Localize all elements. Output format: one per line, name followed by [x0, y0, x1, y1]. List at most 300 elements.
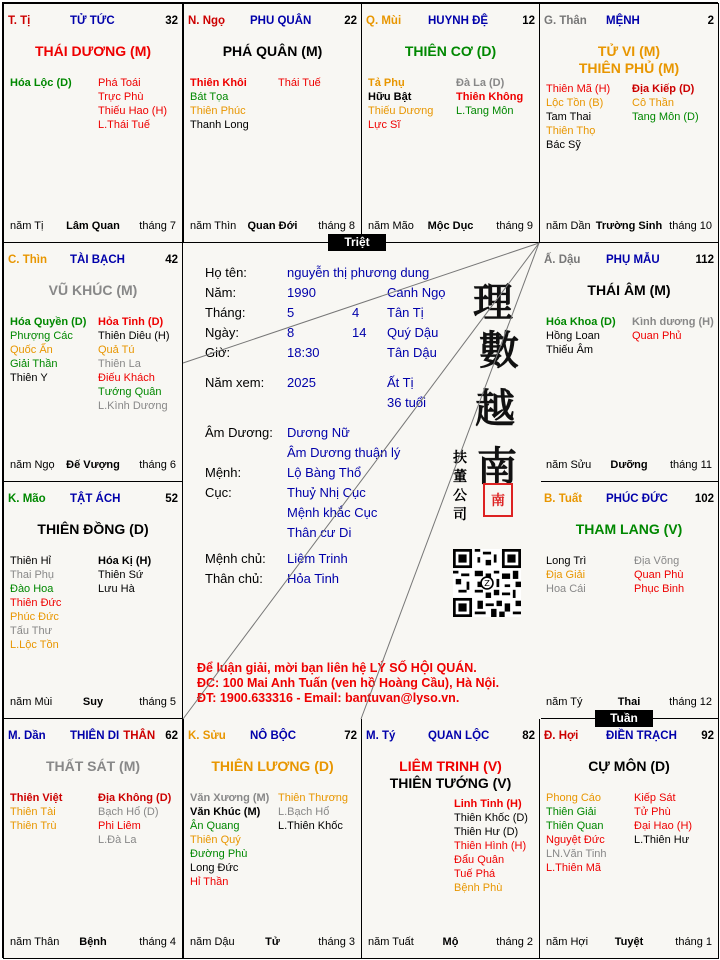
palace-name: [70, 493, 120, 505]
than-chu-label: Thân chủ:: [205, 571, 263, 586]
palace-footer: [10, 696, 176, 710]
palace-phase: Mộ: [442, 936, 459, 948]
palace-month: tháng 2: [496, 936, 533, 948]
palace-month: tháng 3: [318, 936, 355, 948]
palace-mui[interactable]: [361, 3, 540, 243]
star-item: Hữu Bật: [368, 91, 412, 103]
star-item: Tử Phù: [634, 806, 671, 818]
logo-char-4: 南: [477, 443, 517, 490]
star-item: Bác Sỹ: [546, 139, 581, 151]
palace-position: T. Tị: [8, 15, 31, 27]
star-item: Thiếu Âm: [546, 344, 594, 356]
palace-position: Đ. Hợi: [544, 730, 579, 742]
star-item: Tấu Thư: [10, 625, 53, 637]
logo-small-4: 司: [453, 507, 467, 523]
major-star: THIÊN LƯƠNG (D): [211, 758, 334, 774]
palace-name-text: HUYNH ĐỆ: [428, 15, 489, 27]
star-item: Kình dương (H): [632, 316, 714, 328]
left-star-list: [10, 76, 72, 90]
logo-char-1: 理: [473, 279, 513, 326]
star-item: Thiếu Hao (H): [98, 105, 168, 117]
palace-phase: Quan Đới: [247, 220, 298, 232]
star-item: Thiên Hư (D): [454, 826, 519, 838]
star-item: Cô Thần: [632, 97, 674, 109]
nam-xem-value: 2025: [287, 375, 316, 390]
palace-position: K. Mão: [8, 493, 46, 505]
palace-name-text: PHU QUÂN: [250, 15, 312, 27]
palace-dan[interactable]: [3, 718, 183, 959]
right-star-list: [98, 315, 170, 413]
palace-year: năm Sửu: [546, 459, 592, 471]
logo-char-2: 數: [479, 327, 519, 374]
star-item: L.Kình Dương: [98, 400, 168, 412]
palace-footer: [546, 696, 712, 710]
palace-position: C. Thìn: [8, 254, 47, 266]
am-duong-value: Dương Nữ: [287, 425, 350, 440]
star-item: Đường Phù: [190, 848, 248, 860]
palace-number: 102: [694, 493, 714, 505]
left-star-list: [546, 82, 610, 152]
star-item: Thiên Khôi: [190, 77, 247, 89]
star-item: L.Đà La: [98, 834, 137, 846]
palace-name: [428, 15, 488, 27]
palace-name-text: TẬT ÁCH: [70, 493, 121, 505]
star-item: Văn Khúc (M): [190, 806, 261, 818]
major-star: THÁI DƯƠNG (M): [34, 43, 152, 59]
palace-header: [8, 493, 178, 507]
star-item: Phá Toái: [98, 77, 141, 89]
contact-block: [197, 661, 499, 706]
star-item: Đào Hoa: [10, 583, 54, 595]
star-item: Phi Liêm: [98, 820, 141, 832]
star-item: L.Lộc Tồn: [10, 639, 59, 651]
contact-line-2: ĐC: 100 Mai Anh Tuấn (ven hồ Hoàng Cầu), Hà Nội.: [197, 676, 500, 690]
palace-phase: Trường Sinh: [595, 220, 663, 232]
star-item: Phục Binh: [634, 583, 685, 595]
triet-tag: Triệt: [328, 234, 386, 251]
palace-year: năm Mùi: [10, 696, 53, 708]
major-star: CỰ MÔN (D): [588, 758, 670, 774]
palace-name-text: PHÚC ĐỨC: [606, 493, 668, 505]
right-star-list: [634, 554, 684, 596]
am-duong-label: Âm Dương:: [205, 425, 273, 440]
star-item: Thiên Quý: [190, 834, 241, 846]
star-item: Lưu Hà: [98, 583, 135, 595]
palace-name: [70, 254, 125, 266]
palace-year: năm Mão: [368, 220, 414, 232]
star-item: Hỏa Tinh (D): [98, 316, 164, 328]
palace-year: năm Thân: [10, 936, 60, 948]
palace-number: 2: [707, 15, 714, 27]
star-item: Tướng Quân: [98, 386, 162, 398]
star-item: Thiên Đức: [10, 597, 62, 609]
palace-header: [188, 730, 357, 744]
palace-header: [8, 254, 178, 268]
palace-year: năm Ngọ: [10, 459, 55, 471]
star-item: Linh Tinh (H): [454, 798, 522, 810]
star-item: Lộc Tồn (B): [546, 97, 604, 109]
menh-chu-label: Mệnh chủ:: [205, 551, 266, 566]
thang-am: 4: [352, 305, 360, 320]
cuc-2-value: Mệnh khắc Cục: [287, 505, 378, 520]
palace-footer: [10, 936, 176, 950]
star-item: LN.Văn Tinh: [546, 848, 607, 860]
star-item: Phượng Các: [10, 330, 73, 342]
star-item: Bệnh Phù: [454, 882, 503, 894]
star-item: L.Thái Tuế: [98, 119, 150, 131]
palace-number: 112: [695, 254, 714, 266]
star-item: Thiên Y: [10, 372, 48, 384]
star-item: Thiên Thọ: [546, 125, 596, 137]
palace-year: năm Dần: [546, 220, 591, 232]
logo-small-2: 董: [453, 469, 467, 485]
star-item: Văn Xương (M): [190, 792, 270, 804]
row-cuc-3: [205, 525, 525, 551]
palace-footer: [190, 936, 355, 950]
row-cuc-2: [205, 505, 525, 525]
palace-phase: Đế Vượng: [66, 459, 120, 471]
palace-ngo[interactable]: [183, 3, 362, 243]
center-info-panel: [183, 243, 541, 719]
star-item: Thiên Khốc (D): [454, 812, 528, 824]
palace-mao[interactable]: [3, 481, 183, 719]
star-item: Tả Phụ: [368, 77, 405, 89]
palace-hoi[interactable]: [539, 718, 719, 959]
star-item: Thiên Hỉ: [10, 555, 51, 567]
palace-year: năm Dậu: [190, 936, 235, 948]
palace-number: 32: [165, 15, 178, 27]
major-star: THAM LANG (V): [575, 521, 683, 537]
star-item: Kiếp Sát: [634, 792, 676, 804]
palace-suu[interactable]: [183, 718, 362, 959]
star-item: Hồng Loan: [546, 330, 600, 342]
palace-footer: [546, 936, 712, 950]
major-star: LIÊM TRINH (V): [399, 758, 502, 774]
am-duong-2-value: Âm Dương thuận lý: [287, 445, 401, 460]
palace-footer: [10, 220, 176, 234]
star-item: Thiên Diêu (H): [98, 330, 170, 342]
thang-value: 5: [287, 305, 295, 320]
palace-phase: Mộc Dục: [427, 220, 474, 232]
contact-line-3: ĐT: 1900.633316 - Email: bantuvan@lyso.vn.: [197, 691, 460, 705]
star-item: L.Thiên Hư: [634, 834, 690, 846]
star-item: Thái Tuế: [278, 77, 321, 89]
palace-position: K. Sửu: [188, 730, 226, 742]
major-star: TỬ VI (M): [597, 43, 661, 59]
palace-month: tháng 11: [669, 459, 712, 471]
nam-xem-label: Năm xem:: [205, 375, 265, 390]
nam-value: 1990: [287, 285, 316, 300]
star-item: Thiên Việt: [10, 792, 63, 804]
star-item: Ân Quang: [190, 820, 240, 832]
left-star-list: [10, 554, 61, 652]
palace-month: tháng 6: [139, 459, 176, 471]
logo-small-text: [453, 449, 467, 525]
palace-name-text: PHỤ MẪU: [606, 254, 660, 266]
palace-month: tháng 8: [318, 220, 355, 232]
palace-name: [70, 15, 115, 27]
nam-xem-can: Ất Tị: [387, 375, 414, 390]
star-item: Thanh Long: [190, 119, 249, 131]
palace-position: M. Tý: [366, 730, 396, 742]
star-item: L.Thiên Khốc: [278, 820, 343, 832]
tuoi-value: 36 tuổi: [387, 395, 427, 410]
palace-name-text: ĐIỀN TRẠCH: [606, 730, 677, 742]
palace-position: B. Tuất: [544, 493, 583, 505]
menh-label: Mệnh:: [205, 465, 242, 480]
cuc-value: Thuỷ Nhị Cục: [287, 485, 366, 500]
palace-month: tháng 12: [669, 696, 712, 708]
star-item: L.Bạch Hổ: [278, 806, 330, 818]
star-item: Quan Phủ: [632, 330, 682, 342]
right-star-list: [98, 554, 151, 596]
row-ngay: [205, 325, 525, 345]
palace-header: [8, 730, 178, 744]
palace-phase: Lâm Quan: [66, 220, 120, 232]
tuan-tag: Tuần: [595, 710, 653, 727]
star-item: Phúc Đức: [10, 611, 59, 623]
star-item: Hóa Khoa (D): [546, 316, 616, 328]
nam-can: Canh Ngọ: [387, 285, 446, 300]
right-star-list: [454, 797, 528, 895]
palace-month: tháng 1: [675, 936, 712, 948]
logo-small-1: 扶: [453, 450, 467, 466]
star-item: Hỉ Thần: [190, 876, 229, 888]
thang-label: Tháng:: [205, 305, 246, 320]
left-star-list: [10, 315, 86, 385]
palace-name: [606, 15, 640, 27]
star-item: Tuế Phá: [454, 868, 496, 880]
left-star-list: [546, 791, 607, 875]
star-item: Quả Tú: [98, 344, 135, 356]
palace-header: [8, 15, 178, 29]
logo-char-3: 越: [475, 385, 515, 432]
left-star-list: [546, 554, 586, 596]
red-seal-stamp: 南: [483, 483, 513, 517]
ho-ten-label: Họ tên:: [205, 265, 247, 280]
star-item: Quốc Ấn: [10, 344, 53, 356]
palace-header: [544, 15, 714, 29]
palace-month: tháng 4: [139, 936, 176, 948]
palace-ti[interactable]: [3, 3, 183, 243]
major-star: THÁI ÂM (M): [587, 282, 671, 298]
palace-dau[interactable]: [539, 242, 719, 482]
star-item: Điếu Khách: [98, 372, 155, 384]
palace-position: Ấ. Dậu: [544, 254, 581, 266]
right-star-list: [632, 315, 714, 343]
star-item: Tang Môn (D): [632, 111, 699, 123]
star-item: Hóa Kị (H): [98, 555, 152, 567]
left-star-list: [546, 315, 616, 357]
palace-footer: [190, 220, 355, 234]
ho-ten-value: nguyễn thị phương dung: [287, 265, 430, 280]
right-star-list: [634, 791, 692, 847]
right-star-list: [278, 791, 348, 833]
palace-year: năm Thìn: [190, 220, 237, 232]
palace-number: 12: [522, 15, 535, 27]
star-item: Thiên Phúc: [190, 105, 246, 117]
palace-header: [366, 730, 535, 744]
gio-can: Tân Dậu: [387, 345, 437, 360]
star-item: Long Trì: [546, 555, 587, 567]
ngay-value: 8: [287, 325, 295, 340]
palace-ty[interactable]: [361, 718, 540, 959]
palace-phase: Tuyệt: [614, 936, 644, 948]
star-item: Lực Sĩ: [368, 119, 401, 131]
palace-phase: Bệnh: [79, 936, 107, 948]
palace-name-text: THIÊN DI: [70, 730, 120, 742]
star-item: Quan Phù: [634, 569, 684, 581]
palace-footer: [546, 459, 712, 473]
star-item: Thiên Quan: [546, 820, 604, 832]
right-star-list: [632, 82, 699, 124]
star-item: Địa Võng: [634, 555, 680, 567]
palace-position: N. Ngọ: [188, 15, 226, 27]
palace-phase: Tử: [265, 936, 280, 948]
palace-number: 62: [165, 730, 178, 742]
star-item: Thiên Trù: [10, 820, 57, 832]
star-item: Địa Không (D): [98, 792, 172, 804]
palace-name-text: TỬ TỨC: [70, 15, 115, 27]
left-star-list: [10, 791, 62, 833]
palace-header: [366, 15, 535, 29]
star-item: Giải Thần: [10, 358, 58, 370]
palace-name: [428, 730, 489, 742]
star-item: Thiếu Dương: [368, 105, 434, 117]
star-item: Hóa Lộc (D): [10, 77, 72, 89]
palace-name: [250, 15, 311, 27]
palace-name-text: NÔ BỘC: [250, 730, 296, 742]
star-item: Đại Hao (H): [634, 820, 693, 832]
star-item: Thiên Giải: [546, 806, 597, 818]
palace-header: [544, 254, 714, 268]
palace-name: [606, 493, 668, 505]
palace-header: [544, 730, 714, 744]
ngay-am: 14: [352, 325, 367, 340]
palace-name-text: MỆNH: [606, 15, 640, 27]
star-item: Thai Phụ: [10, 569, 55, 581]
ngay-label: Ngày:: [205, 325, 239, 340]
palace-position: M. Dần: [8, 730, 46, 742]
palace-name: [70, 730, 155, 742]
palace-name: [606, 730, 677, 742]
palace-footer: [546, 220, 712, 234]
major-star: VŨ KHÚC (M): [48, 282, 138, 298]
palace-number: 42: [165, 254, 178, 266]
left-star-list: [190, 76, 249, 132]
right-star-list: [278, 76, 321, 90]
star-item: Thiên Tài: [10, 806, 56, 818]
contact-line-1: Để luận giải, mời bạn liên hệ LÝ SỐ HỘI QUÁN.: [197, 661, 477, 675]
major-star: THIÊN PHỦ (M): [578, 60, 680, 76]
star-item: Trực Phù: [98, 91, 144, 103]
tu-vi-chart: [2, 2, 718, 958]
palace-footer: [10, 459, 176, 473]
right-star-list: [456, 76, 523, 118]
star-item: Địa Kiếp (D): [632, 83, 695, 95]
menh-value: Lộ Bàng Thổ: [287, 465, 362, 480]
left-star-list: [368, 76, 433, 132]
left-star-list: [190, 791, 269, 889]
palace-year: năm Tý: [546, 696, 583, 708]
palace-month: tháng 9: [496, 220, 533, 232]
than-tag: THÂN: [123, 730, 156, 742]
palace-number: 92: [701, 730, 714, 742]
star-item: Thiên Mã (H): [546, 83, 611, 95]
row-gio: [205, 345, 525, 375]
ngay-can: Quý Dậu: [387, 325, 439, 340]
right-star-list: [98, 76, 167, 132]
star-item: Thiên Thương: [278, 792, 349, 804]
star-item: Bát Tọa: [190, 91, 229, 103]
palace-month: tháng 10: [669, 220, 712, 232]
star-item: Hóa Quyền (D): [10, 316, 87, 328]
palace-number: 72: [344, 730, 357, 742]
major-star: THIÊN TƯỚNG (V): [389, 775, 512, 791]
star-item: Đà La (D): [456, 77, 505, 89]
star-item: Thiên Sứ: [98, 569, 144, 581]
palace-name: [606, 254, 660, 266]
star-item: Phong Cáo: [546, 792, 602, 804]
major-star: THẤT SÁT (M): [45, 758, 141, 774]
palace-thin[interactable]: [3, 242, 183, 482]
palace-tuat[interactable]: [539, 481, 719, 719]
palace-than[interactable]: [539, 3, 719, 243]
gio-value: 18:30: [287, 345, 320, 360]
palace-month: tháng 7: [139, 220, 176, 232]
cuc-3-value: Thân cư Di: [287, 525, 352, 540]
palace-footer: [368, 220, 533, 234]
palace-name-text: QUAN LỘC: [428, 730, 490, 742]
palace-header: [544, 493, 714, 507]
palace-phase: Thai: [617, 696, 641, 708]
menh-chu-value: Liêm Trinh: [287, 551, 348, 566]
palace-number: 22: [344, 15, 357, 27]
palace-number: 82: [522, 730, 535, 742]
gio-label: Giờ:: [205, 345, 231, 360]
star-item: Long Đức: [190, 862, 239, 874]
major-star: PHÁ QUÂN (M): [222, 43, 323, 59]
star-item: L.Thiên Mã: [546, 862, 602, 874]
logo-small-3: 公: [453, 488, 467, 504]
star-item: Đẩu Quân: [454, 854, 505, 866]
star-item: Nguyệt Đức: [546, 834, 605, 846]
nam-label: Năm:: [205, 285, 237, 300]
star-item: Thiên La: [98, 358, 141, 370]
svg-text:Z: Z: [484, 577, 490, 588]
palace-header: [188, 15, 357, 29]
palace-phase: Suy: [82, 696, 104, 708]
palace-year: năm Tuất: [368, 936, 414, 948]
star-item: Thiên Hình (H): [454, 840, 527, 852]
palace-year: năm Hợi: [546, 936, 589, 948]
palace-name-text: TÀI BẠCH: [70, 254, 125, 266]
thang-can: Tân Tị: [387, 305, 424, 320]
star-item: Thiên Không: [456, 91, 524, 103]
star-item: Địa Giải: [546, 569, 586, 581]
star-item: L.Tang Môn: [456, 105, 514, 117]
than-chu-value: Hỏa Tinh: [287, 571, 340, 586]
palace-month: tháng 5: [139, 696, 176, 708]
qr-code-icon[interactable]: [453, 549, 521, 617]
right-star-list: [98, 791, 171, 847]
palace-phase: Dưỡng: [610, 459, 648, 471]
major-star: THIÊN ĐỒNG (D): [37, 521, 149, 537]
star-item: Bạch Hổ (D): [98, 806, 159, 818]
cuc-label: Cục:: [205, 485, 232, 500]
palace-position: G. Thân: [544, 15, 587, 27]
star-item: Tam Thai: [546, 111, 592, 123]
